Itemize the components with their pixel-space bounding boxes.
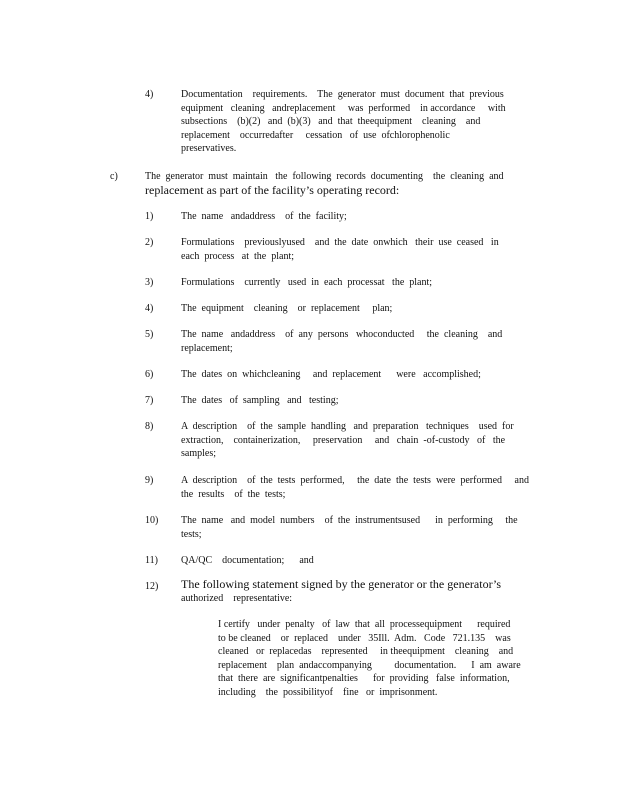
item-line: The equipment cleaning or replacement plan; — [181, 303, 393, 314]
item-text — [181, 302, 521, 316]
item-d4-label: 4) — [145, 89, 154, 100]
item-line: The name and model numbers of the instrumentsused in performing the — [181, 515, 518, 526]
item-label: 11) — [145, 555, 158, 566]
certification-line: cleaned or replacedas represented in theequipment cleaning and — [218, 646, 514, 658]
item-label: 9) — [145, 475, 154, 486]
item-line: extraction, containerization, preservation and chain -of-custody of the — [181, 434, 506, 446]
item-text — [181, 210, 521, 224]
item-text — [181, 394, 521, 408]
item-12-text — [181, 578, 521, 605]
certification-line: I certify under penalty of law that all processequipment required — [218, 619, 511, 630]
item-text — [181, 474, 536, 501]
certification-line: that there are significantpenalties for providing false information, — [218, 673, 510, 685]
section-c-text — [145, 170, 535, 197]
item-label: 1) — [145, 211, 154, 222]
item-12-label: 12) — [145, 581, 159, 592]
item-label: 7) — [145, 395, 154, 406]
item-d4-text — [181, 88, 521, 156]
item-line: samples; — [181, 448, 216, 460]
item-line: tests; — [181, 528, 202, 540]
certification-statement — [218, 618, 528, 700]
item-label: 3) — [145, 277, 154, 288]
item-text — [181, 514, 531, 541]
item-label: 10) — [145, 515, 159, 526]
item-text — [181, 236, 521, 263]
item-text — [181, 420, 531, 461]
item-d4-line: equipment cleaning andreplacement was performed in accordance with — [181, 102, 506, 114]
item-line: Formulations previouslyused and the date onwhich their use ceased in — [181, 237, 499, 248]
item-line: The name andaddress of the facility; — [181, 211, 347, 222]
item-line: The name andaddress of any persons whoconducted the cleaning and — [181, 329, 503, 340]
section-c-label: c) — [110, 171, 118, 182]
item-label: 8) — [145, 421, 154, 432]
item-12-line: authorized representative: — [181, 592, 293, 604]
item-text — [181, 276, 521, 290]
item-line: The dates on whichcleaning and replacement were accomplished; — [181, 369, 481, 380]
section-c-line: replacement as part of the facility’s operating record: — [145, 182, 400, 197]
item-text — [181, 328, 521, 355]
item-d4-line: replacement occurredafter cessation of use ofchlorophenolic — [181, 129, 450, 141]
item-d4-line: preservatives. — [181, 143, 237, 155]
item-line: The dates of sampling and testing; — [181, 395, 339, 406]
certification-line: replacement plan andaccompanying documentation. I am aware — [218, 659, 521, 671]
section-c-line: The generator must maintain the following records documenting the cleaning and — [145, 171, 504, 182]
item-label: 5) — [145, 329, 154, 340]
item-label: 4) — [145, 303, 154, 314]
item-line: the results of the tests; — [181, 488, 286, 500]
item-d4-line: subsections (b)(2) and (b)(3) and that theequipment cleaning and — [181, 116, 481, 128]
certification-line: to be cleaned or replaced under 35Ill. Adm. Code 721.135 was — [218, 632, 511, 644]
item-line: QA/QC documentation; and — [181, 555, 314, 566]
item-label: 2) — [145, 237, 154, 248]
item-text — [181, 368, 521, 382]
item-12-line: The following statement signed by the generator or the generator’s — [181, 577, 502, 591]
item-line: A description of the tests performed, the date the tests were performed and — [181, 475, 529, 486]
item-text — [181, 554, 521, 568]
item-d4-line: Documentation requirements. The generator must document that previous — [181, 89, 504, 100]
item-line: each process at the plant; — [181, 250, 295, 262]
item-line: Formulations currently used in each processat the plant; — [181, 277, 433, 288]
item-line: A description of the sample handling and preparation techniques used for — [181, 421, 514, 432]
item-line: replacement; — [181, 342, 233, 354]
certification-line: including the possibilityof fine or imprisonment. — [218, 686, 438, 698]
item-label: 6) — [145, 369, 154, 380]
